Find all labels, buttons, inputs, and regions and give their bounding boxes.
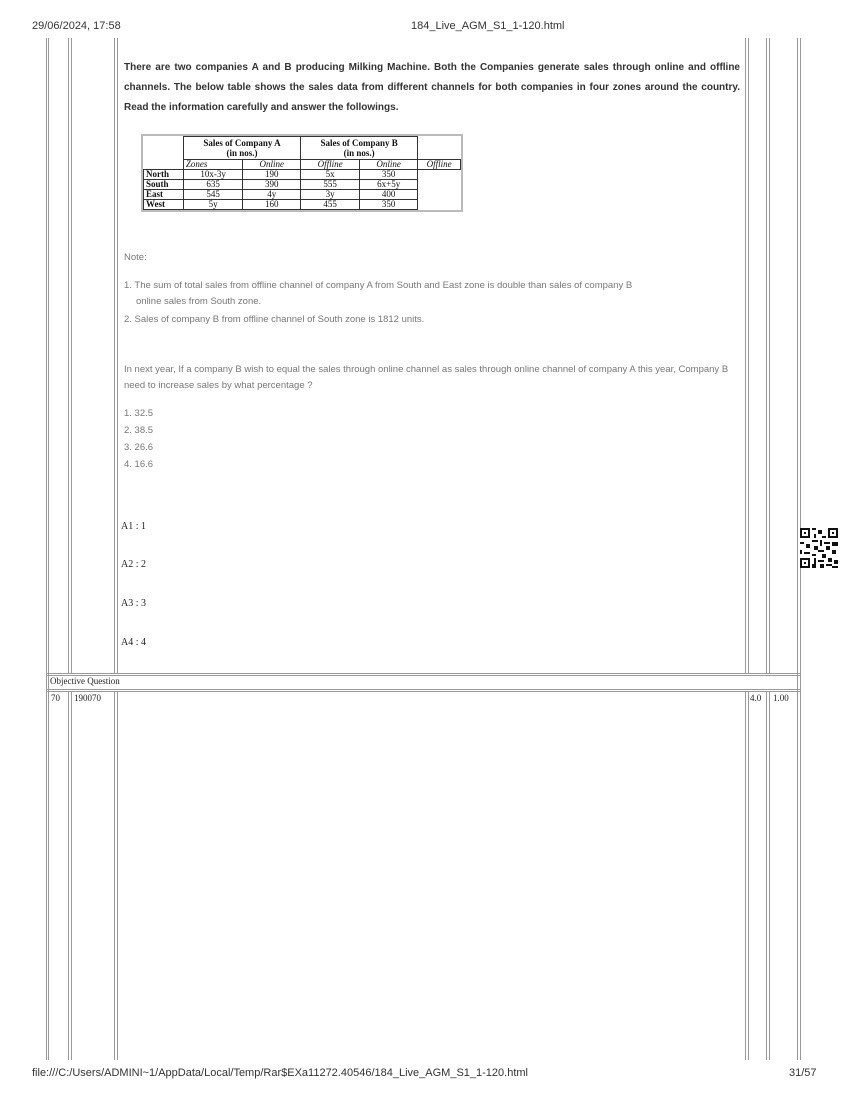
question-text: In next year, If a company B wish to equal the sales through online channel as sales through online channel of company A this year, Company B need to increase sales by what percentage ?: [124, 364, 729, 391]
option-4: 4. 16.6: [124, 459, 154, 470]
table-cell: 350: [360, 170, 418, 180]
company-a-unit: (in nos.): [226, 148, 258, 158]
a-offline-header: Offline: [301, 160, 360, 170]
grid-line: [46, 675, 801, 676]
table-cell: 555: [301, 180, 360, 190]
table-cell: 4y: [243, 190, 301, 200]
company-a-header: [183, 137, 300, 160]
note-item-1-cont: online sales from South zone.: [136, 296, 262, 307]
qr-code-icon: [800, 528, 838, 568]
note-label: Note:: [124, 252, 147, 263]
table-cell: 6x+5y: [360, 180, 418, 190]
zone-cell: East: [144, 190, 184, 200]
company-b-title: Sales of Company B: [320, 138, 398, 148]
b-online-header: Online: [360, 160, 418, 170]
table-row: [144, 190, 461, 200]
question-intro: There are two companies A and B producing Milking Machine. Both the Companies generate sales through online and offline channels. The below table shows the sales data from different channels for both companies in four zones around the country. Read the information carefully and answer the followings.: [124, 62, 740, 113]
option-2: 2. 38.5: [124, 425, 154, 436]
table-row: [144, 180, 461, 190]
negative-marks-value: 1.00: [773, 693, 789, 703]
answer-choice-4: A4 : 4: [121, 637, 146, 648]
table-corner: [144, 137, 184, 170]
print-title: 184_Live_AGM_S1_1-120.html: [411, 20, 565, 32]
grid-line: [745, 692, 746, 1060]
b-offline-header: Offline: [418, 160, 461, 170]
company-b-header: [301, 137, 418, 160]
grid-line: [117, 692, 118, 1060]
table-cell: 5x: [301, 170, 360, 180]
page-number: 31/57: [789, 1067, 817, 1079]
file-path: file:///C:/Users/ADMINI~1/AppData/Local/Temp/Rar$EXa11272.40546/184_Live_AGM_S1_1-120.html: [32, 1067, 528, 1079]
marks-value: 4.0: [750, 693, 762, 703]
table-cell: 3y: [301, 190, 360, 200]
grid-line: [797, 38, 798, 1060]
table-cell: 455: [301, 200, 360, 210]
print-datetime: 29/06/2024, 17:58: [32, 20, 121, 32]
company-a-title: Sales of Company A: [203, 138, 281, 148]
answer-choice-2: A2 : 2: [121, 559, 146, 570]
zone-cell: South: [144, 180, 184, 190]
grid-line: [71, 38, 72, 674]
grid-line: [114, 692, 115, 1060]
zone-cell: West: [144, 200, 184, 210]
note-item-1: 1. The sum of total sales from offline channel of company A from South and East zone is double than sales of company B: [124, 280, 633, 291]
section-label: Objective Question: [50, 676, 120, 686]
grid-line: [46, 691, 801, 692]
grid-line: [48, 38, 49, 1060]
table-row: [144, 200, 461, 210]
option-3: 3. 26.6: [124, 442, 154, 453]
zones-header: Zones: [183, 160, 243, 170]
grid-line: [748, 692, 749, 1060]
grid-line: [71, 692, 72, 1060]
table-cell: 545: [183, 190, 243, 200]
grid-line: [46, 689, 801, 690]
option-1: 1. 32.5: [124, 408, 154, 419]
note-item-2: 2. Sales of company B from offline channel of South zone is 1812 units.: [124, 314, 425, 325]
a-online-header: Online: [243, 160, 301, 170]
question-id: 190070: [74, 693, 101, 703]
grid-line: [766, 692, 767, 1060]
grid-line: [769, 692, 770, 1060]
company-b-unit: (in nos.): [343, 148, 375, 158]
answer-choice-1: A1 : 1: [121, 521, 146, 532]
table-cell: 350: [360, 200, 418, 210]
grid-line: [745, 38, 746, 674]
grid-line: [68, 692, 69, 1060]
grid-line: [769, 38, 770, 674]
sales-table: [143, 136, 461, 210]
grid-line: [46, 38, 47, 1060]
question-number: 70: [51, 693, 60, 703]
table-cell: 390: [243, 180, 301, 190]
table-cell: 160: [243, 200, 301, 210]
grid-line: [68, 38, 69, 674]
grid-line: [748, 38, 749, 674]
table-cell: 400: [360, 190, 418, 200]
zone-cell: North: [144, 170, 184, 180]
grid-line: [766, 38, 767, 674]
table-cell: 190: [243, 170, 301, 180]
answer-choice-3: A3 : 3: [121, 598, 146, 609]
table-cell: 10x-3y: [183, 170, 243, 180]
table-cell: 635: [183, 180, 243, 190]
grid-line: [117, 38, 118, 674]
table-row: [144, 170, 461, 180]
grid-line: [114, 38, 115, 674]
grid-line: [46, 673, 801, 674]
table-cell: 5y: [183, 200, 243, 210]
